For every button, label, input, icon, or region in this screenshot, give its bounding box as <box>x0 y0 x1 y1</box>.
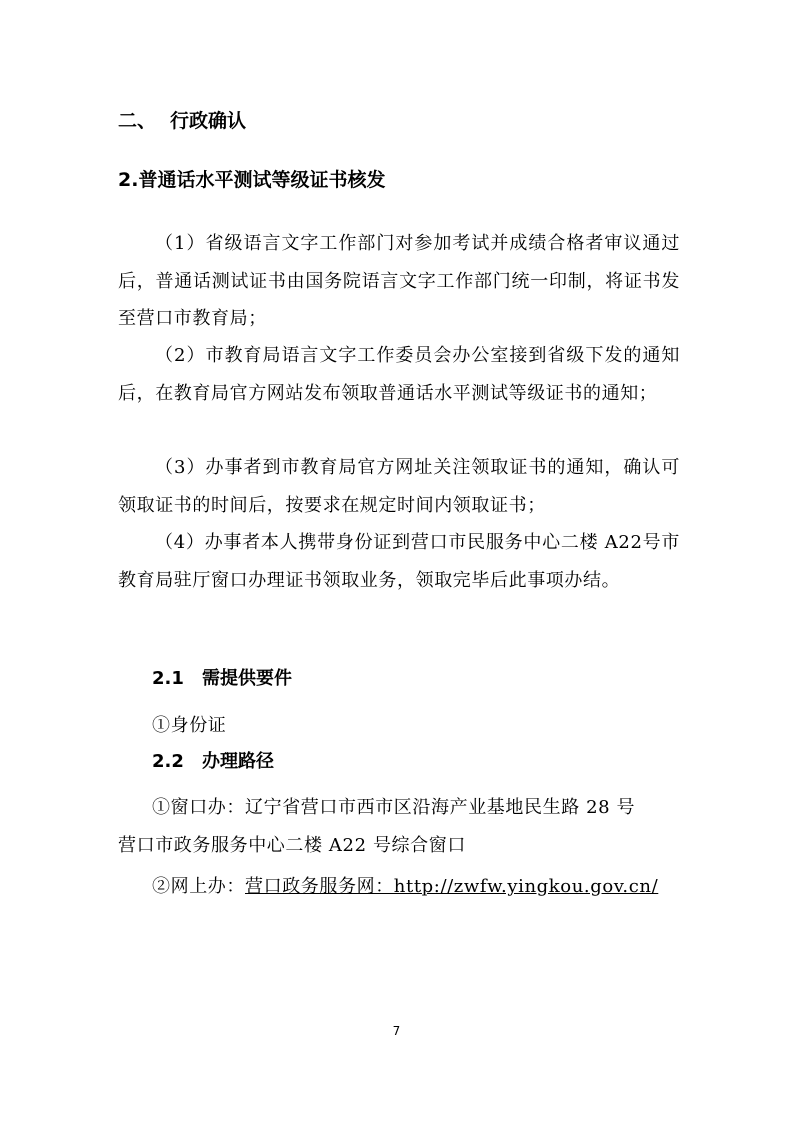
window-channel-line-1: ①窗口办：辽宁省营口市西市区沿海产业基地民生路 28 号 <box>152 797 636 818</box>
online-channel-prefix: ②网上办： <box>152 876 245 897</box>
online-channel <box>152 872 658 898</box>
window-channel-line-2: 营口市政务服务中心二楼 A22 号综合窗口 <box>118 835 466 856</box>
required-materials-number: 2.1 <box>152 668 184 689</box>
procedure-step-1: （1）省级语言文字工作部门对参加考试并成绩合格者审议通过后，普通话测试证书由国务院语言文字工作部门统一印制，将证书发至营口市教育局； <box>118 233 680 329</box>
required-material-item: ①身份证 <box>152 715 227 736</box>
page-number: 7 <box>392 1024 401 1038</box>
online-portal-link[interactable]: 营口政务服务网：http://zwfw.yingkou.gov.cn/ <box>245 876 659 897</box>
handling-channels-title: 办理路径 <box>202 751 274 772</box>
procedure-step-4: （4）办事者本人携带身份证到营口市民服务中心二楼 A22号市教育局驻厅窗口办理证书领取业务，领取完毕后此事项办结。 <box>118 532 680 591</box>
handling-channels-heading <box>152 747 274 773</box>
procedure-step-2: （2）市教育局语言文字工作委员会办公室接到省级下发的通知后，在教育局官方网站发布领取普通话水平测试等级证书的通知； <box>118 345 680 404</box>
section-heading <box>118 106 246 133</box>
handling-channels-number: 2.2 <box>152 751 184 772</box>
item-heading: 2.普通话水平测试等级证书核发 <box>118 169 386 191</box>
required-materials-heading <box>152 664 292 690</box>
required-materials-title: 需提供要件 <box>202 668 292 689</box>
procedure-step-3: （3）办事者到市教育局官方网址关注领取证书的通知，确认可领取证书的时间后，按要求在规定时间内领取证书； <box>118 457 680 516</box>
section-number: 二、 <box>118 110 157 132</box>
section-title: 行政确认 <box>170 110 247 132</box>
